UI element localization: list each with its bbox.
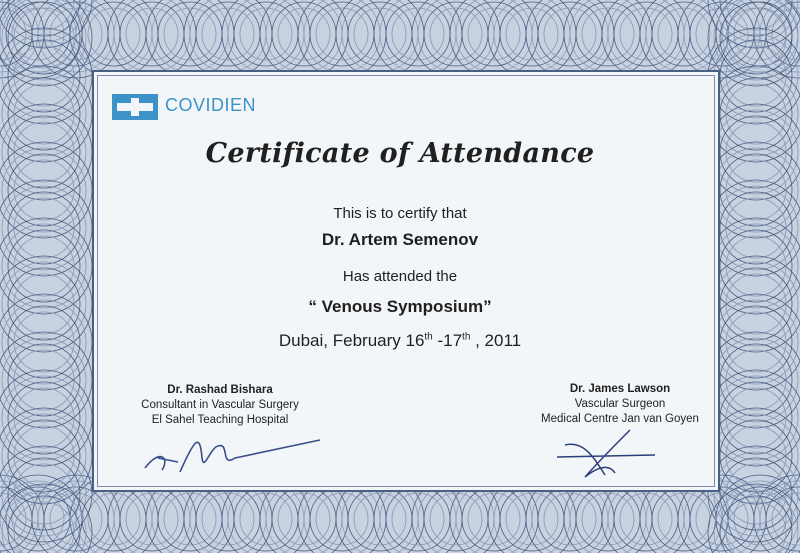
event-date bbox=[0, 331, 800, 351]
brand-name: COVIDIEN bbox=[165, 95, 257, 115]
event-name: “ Venous Symposium” bbox=[308, 297, 492, 316]
signature-left-icon bbox=[140, 428, 330, 478]
signature-right-icon bbox=[555, 425, 665, 485]
signatory-left-name: Dr. Rashad Bishara bbox=[167, 384, 273, 396]
signatory-left-role: Consultant in Vascular Surgery bbox=[141, 399, 299, 411]
signatory-right-org: Medical Centre Jan van Goyen bbox=[541, 413, 699, 425]
recipient-name: Dr. Artem Semenov bbox=[321, 230, 479, 249]
signatory-left bbox=[100, 383, 340, 428]
signatory-right-name: Dr. James Lawson bbox=[569, 383, 671, 395]
date-suffix: , 2011 bbox=[470, 331, 522, 350]
date-sup-1: th bbox=[424, 331, 433, 343]
intro-text: This is to certify that bbox=[333, 205, 467, 222]
signatory-left-org: El Sahel Teaching Hospital bbox=[151, 414, 289, 426]
date-mid: -17 bbox=[432, 331, 463, 350]
signatory-right bbox=[500, 382, 740, 427]
signatory-right-role: Vascular Surgeon bbox=[574, 398, 666, 410]
date-sup-2: th bbox=[462, 331, 471, 343]
attended-text: Has attended the bbox=[342, 268, 458, 285]
certificate-title: Certificate of Attendance bbox=[205, 138, 595, 169]
date-prefix: Dubai, February 16 bbox=[278, 331, 425, 350]
covidien-logo-icon bbox=[112, 94, 158, 120]
